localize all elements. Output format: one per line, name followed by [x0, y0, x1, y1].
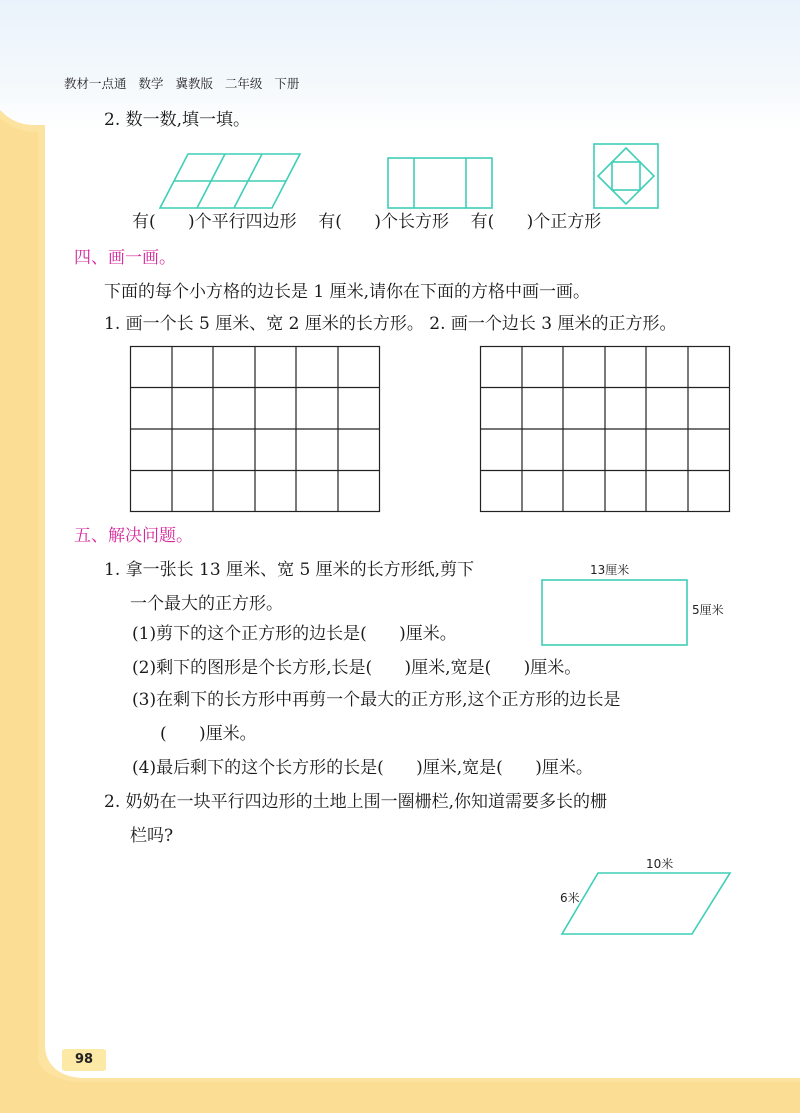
- drawing-grid-square[interactable]: [480, 346, 730, 512]
- problem1-line1: 1. 拿一张长 13 厘米、宽 5 厘米的长方形纸,剪下: [104, 560, 475, 580]
- book-header: 教材一点通 数学 冀教版 二年级 下册: [64, 76, 300, 91]
- section4-tasks: 1. 画一个长 5 厘米、宽 2 厘米的长方形。 2. 画一个边长 3 厘米的正方形。: [104, 314, 677, 334]
- section5-heading: 五、解决问题。: [74, 526, 193, 546]
- rectangles-figure: [386, 156, 496, 210]
- problem1-line2: 一个最大的正方形。: [130, 594, 283, 614]
- parallelogram-side-label: 6米: [560, 891, 580, 905]
- drawing-grid-rectangle[interactable]: [130, 346, 380, 512]
- problem1-sub4: (4)最后剩下的这个长方形的长是( )厘米,宽是( )厘米。: [132, 758, 593, 778]
- rect-length-label: 13厘米: [590, 563, 630, 577]
- problem1-sub1: (1)剪下的这个正方形的边长是( )厘米。: [132, 624, 457, 644]
- q2-title: 2. 数一数,填一填。: [104, 110, 251, 130]
- q2-answer-line: 有( )个平行四边形 有( )个长方形 有( )个正方形: [132, 212, 602, 232]
- problem2-line1: 2. 奶奶在一块平行四边形的土地上围一圈栅栏,你知道需要多长的栅: [104, 792, 608, 812]
- rect-width-label: 5厘米: [692, 603, 724, 617]
- problem1-sub3-line2: ( )厘米。: [160, 724, 257, 744]
- problem1-sub3-line1: (3)在剩下的长方形中再剪一个最大的正方形,这个正方形的边长是: [132, 690, 621, 710]
- problem1-sub2: (2)剩下的图形是个长方形,长是( )厘米,宽是( )厘米。: [132, 658, 582, 678]
- parallelogram-top-label: 10米: [646, 857, 674, 871]
- fence-parallelogram-figure: [560, 870, 735, 938]
- paper-rectangle-figure: [541, 578, 691, 648]
- section4-heading: 四、画一画。: [74, 248, 176, 268]
- squares-figure: [592, 142, 662, 212]
- parallelogram-grid-figure: [160, 150, 310, 212]
- section4-intro: 下面的每个小方格的边长是 1 厘米,请你在下面的方格中画一画。: [104, 282, 591, 302]
- problem2-line2: 栏吗?: [130, 826, 174, 846]
- page-number: 98: [62, 1049, 106, 1071]
